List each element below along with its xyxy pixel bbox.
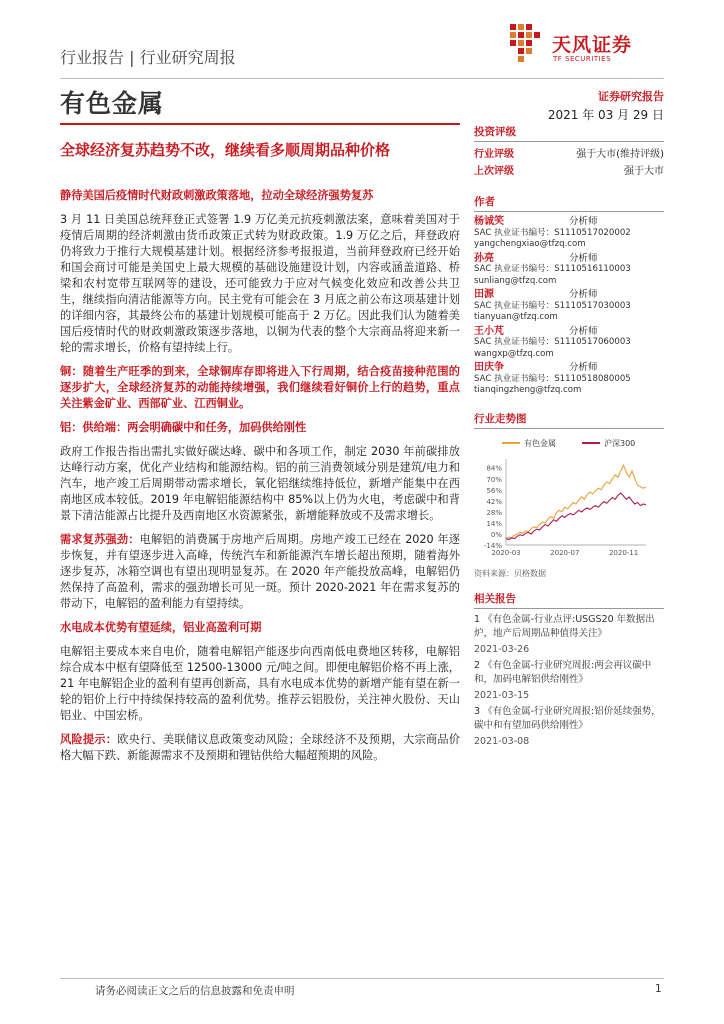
author-cert: SAC 执业证书编号：S1110517060003 xyxy=(474,337,631,347)
rating-row xyxy=(474,163,664,180)
rating-value: 强于大市 xyxy=(624,166,664,177)
rating-key: 上次评级 xyxy=(474,166,514,177)
rating-heading: 投资评级 xyxy=(474,124,664,142)
author-role: 分析师 xyxy=(569,362,598,373)
series-line xyxy=(506,465,646,538)
y-tick-label: 42% xyxy=(486,497,502,506)
section-title: 静待美国后疫情时代财政刺激政策落地，拉动全球经济强势复苏 xyxy=(60,189,374,202)
industry-title: 有色金属 xyxy=(60,89,165,118)
report-category: 行业报告 | 行业研究周报 xyxy=(60,48,236,67)
logo-name-cn: 天风证券 xyxy=(552,34,633,56)
rating-value: 强于大市(维持评级) xyxy=(576,149,664,160)
author-entry xyxy=(474,326,664,361)
author-role: 分析师 xyxy=(569,325,598,337)
page-number: 1 xyxy=(655,983,662,995)
y-tick-label: 14% xyxy=(486,519,502,528)
section-body: 政府工作报告指出需扎实做好碳达峰、碳中和各项工作，制定 2030 年前碳排放达峰行动方案，优化产业结构和能源结构。铝的前三消费领域分别是建筑/电力和汽车，地产竣工后周期带动需求增长，氧化铝继续维持低位，新增产能集中在西南地区成本较低。2019 年电解铝能源结构中 85%以上仍为火电，考虑碳中和背景下清洁能源占比提升及西南地区水资源紧张，新增能释放或不及需求增长。 xyxy=(60,445,460,522)
related-heading: 相关报告 xyxy=(474,591,664,609)
disclaimer-notice: 请务必阅读正文之后的信息披露和免责申明 xyxy=(95,985,295,997)
author-email[interactable]: yangchengxiao@tfzq.com xyxy=(474,239,586,249)
authors-heading: 作者 xyxy=(474,194,664,212)
risk-paragraph xyxy=(60,732,460,764)
inline-lead: 需求复苏强劲： xyxy=(60,533,140,546)
author-role: 分析师 xyxy=(569,216,598,227)
title-divider xyxy=(60,123,460,125)
demand-paragraph xyxy=(60,532,460,612)
inline-lead: 风险提示： xyxy=(60,733,118,746)
author-cert: SAC 执业证书编号：S1110517020002 xyxy=(474,227,631,238)
logo-name-en: TF SECURITIES xyxy=(553,55,612,63)
author-email[interactable]: tianyuan@tfzq.com xyxy=(474,312,558,322)
sidebar xyxy=(474,124,664,751)
author-name: 王小芃 xyxy=(474,325,504,337)
author-email[interactable]: wangxp@tfzq.com xyxy=(474,348,554,359)
rating-row xyxy=(474,146,664,163)
related-report-link[interactable]: 3 《有色金属-行业研究周报:铝价延续强势，碳中和有望加码供给刚性》 xyxy=(474,705,661,731)
author-cert: SAC 执业证书编号：S1110518080005 xyxy=(474,373,631,384)
author-entry xyxy=(474,289,664,324)
legend-label: 有色金属 xyxy=(524,438,556,448)
report-date: 2021 年 03 月 29 日 xyxy=(547,108,664,122)
y-tick-label: 56% xyxy=(486,486,502,495)
x-tick-label: 2020-03 xyxy=(491,548,521,557)
author-entry xyxy=(474,216,664,251)
author-role: 分析师 xyxy=(569,289,598,300)
rating-key: 行业评级 xyxy=(474,149,514,160)
section-title: 水电成本优势有望延续，铝业高盈利可期 xyxy=(60,621,262,634)
author-cert: SAC 执业证书编号：S1110517030003 xyxy=(474,300,631,311)
section-body: 电解铝的消费属于房地产后周期。房地产竣工已经在 2020 年逐步恢复，并有望逐步进入高峰，传统汽车和新能源汽车增长超出预期，随着海外逐步复苏，冰箱空调也有望出现明显复苏。在 2020 年产能投放高峰，电解铝仍然保持了高盈利，需求的强劲增长可见一斑。预计 2020-2021 年在需求复苏的带动下，电解铝的盈利能力有望持续。 xyxy=(60,533,460,610)
author-email[interactable]: tianqingzheng@tfzq.com xyxy=(474,385,582,395)
author-name: 杨诚笑 xyxy=(474,216,504,227)
related-report-link[interactable]: 1 《有色金属-行业点评:USGS20 年数据出炉，地产后周期品种值得关注》 xyxy=(474,613,655,639)
report-type: 证券研究报告 xyxy=(598,90,664,103)
y-tick-label: 70% xyxy=(486,475,502,484)
author-role: 分析师 xyxy=(569,252,598,264)
related-report-link[interactable]: 2 《有色金属-行业研究周报:两会再议碳中和，加码电解铝供给刚性》 xyxy=(474,659,652,685)
header-divider xyxy=(60,78,664,79)
main-content xyxy=(60,188,460,772)
section-body: 电解铝主要成本来自电价，随着电解铝产能逐步向西南低电费地区转移，电解铝综合成本中枢有望降低至 12500-13000 元/吨之间。即便电解铝价格不再上涨，21 年电解铝企业的盈利有望再创新高，具有水电成本优势的新增产能有望在新一轮的铝价上行中持续保持较高的盈利优势。推荐云铝股份，关注神火股份、天山铝业、中国宏桥。 xyxy=(60,645,460,722)
x-tick-label: 2020-07 xyxy=(550,548,580,557)
y-tick-label: 28% xyxy=(486,508,502,517)
related-report-date: 2021-03-26 xyxy=(474,643,530,655)
author-cert: SAC 执业证书编号：S1110516110003 xyxy=(474,264,631,274)
author-entry xyxy=(474,362,664,397)
copper-summary: 铜：随着生产旺季的到来，全球铜库存即将进入下行周期，结合疫苗接种范围的逐步扩大，全球经济复苏的动能持续增强，我们继续看好铜价上行的趋势，重点关注紫金矿业、西部矿业、江西铜业。 xyxy=(60,365,460,410)
x-tick-label: 2020-11 xyxy=(608,548,639,557)
chart-source: 资料来源：贝格数据 xyxy=(474,568,546,578)
report-headline: 全球经济复苏趋势不改，继续看多顺周期品种价格 xyxy=(60,141,391,159)
author-name: 田源 xyxy=(474,289,494,300)
y-tick-label: -14% xyxy=(483,541,502,550)
industry-trend-chart xyxy=(474,433,664,563)
author-email[interactable]: sunliang@tfzq.com xyxy=(474,275,557,286)
related-report-date: 2021-03-08 xyxy=(474,735,530,747)
legend-label: 沪深300 xyxy=(604,438,636,448)
author-entry xyxy=(474,253,664,288)
series-line xyxy=(506,493,646,540)
author-name: 孙亮 xyxy=(474,252,494,264)
y-tick-label: 84% xyxy=(486,464,502,473)
related-report-date: 2021-03-15 xyxy=(474,689,530,701)
section-title: 铝：供给端：两会明确碳中和任务，加码供给刚性 xyxy=(60,421,307,434)
logo-mark-icon xyxy=(510,24,540,62)
y-tick-label: 0% xyxy=(490,530,502,539)
footer-divider xyxy=(60,978,664,979)
author-name: 田庆争 xyxy=(474,362,504,373)
section-body: 3 月 11 日美国总统拜登正式签署 1.9 万亿美元抗疫刺激法案，意味着美国对于疫情后周期的经济刺激由货币政策正式转为财政政策。1.9 万亿之后，拜登政府仍将致力于推行大规模基建计划。根据经济参考报报道，当前拜登政府已经开始和国会商讨可能是美国史上最大规模的基础设施建设计划，内容或涵盖道路、桥梁和农村宽带互联网等的建设，还可能致力于应对气候变化效应和改善公共卫生，继续指向清洁能源等方向。民主党有可能会在 3 月底之前公布这项基建计划的详细内容，其最终公布的基建计划规模可能高于 2 万亿。因此我们认为随着美国后疫情时代的财政刺激政策逐步落地，以铜为代表的整个大宗商品将迎来新一轮的需求增长，价格有望持续上行。 xyxy=(60,213,460,354)
trend-heading: 行业走势图 xyxy=(474,411,664,429)
section-body: 欧央行、美联储议息政策变动风险；全球经济不及预期，大宗商品价格大幅下跌、新能源需求不及预期和锂钴供给大幅超预期的风险。 xyxy=(60,733,460,762)
